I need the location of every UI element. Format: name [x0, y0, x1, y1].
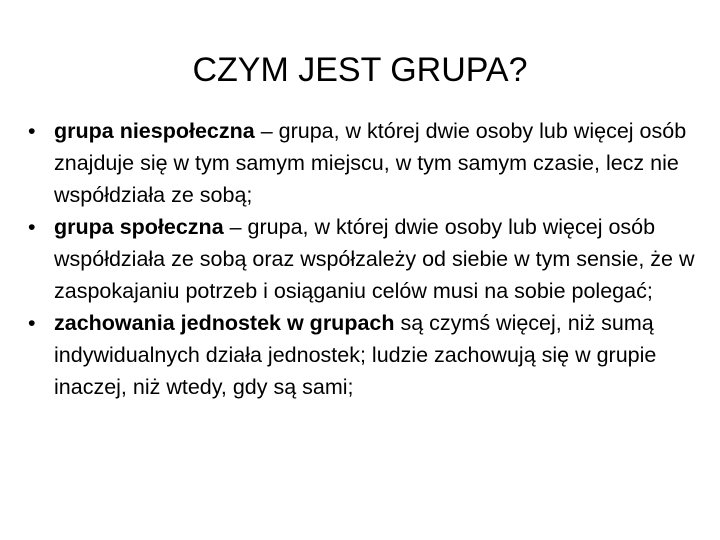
bullet-list — [28, 115, 700, 403]
bullet-item — [28, 211, 700, 307]
bullet-icon: • — [28, 215, 36, 239]
bullet-term: grupa niespołeczna — [54, 119, 255, 143]
slide-title: CZYM JEST GRUPA? — [192, 51, 528, 89]
bullet-text: – grupa, w której dwie osoby lub więcej osób znajduje się w tym samym miejscu, w tym samym czasie, lecz nie współdziała ze sobą; — [54, 119, 687, 207]
bullet-icon: • — [28, 311, 36, 335]
bullet-text: są czymś więcej, niż sumą indywidualnych działa jednostek; ludzie zachowują się w grupie inaczej, niż wtedy, gdy są sami; — [54, 311, 657, 399]
bullet-icon: • — [28, 119, 36, 143]
bullet-term: zachowania jednostek w grupach — [54, 311, 395, 335]
bullet-term: grupa społeczna — [54, 215, 224, 239]
bullet-text: – grupa, w której dwie osoby lub więcej osób współdziała ze sobą oraz współzależy od siebie w tym sensie, że w zaspokajaniu potrzeb i osiąganiu celów musi na sobie polegać; — [54, 215, 695, 303]
bullet-item — [28, 115, 700, 211]
bullet-item — [28, 307, 700, 403]
